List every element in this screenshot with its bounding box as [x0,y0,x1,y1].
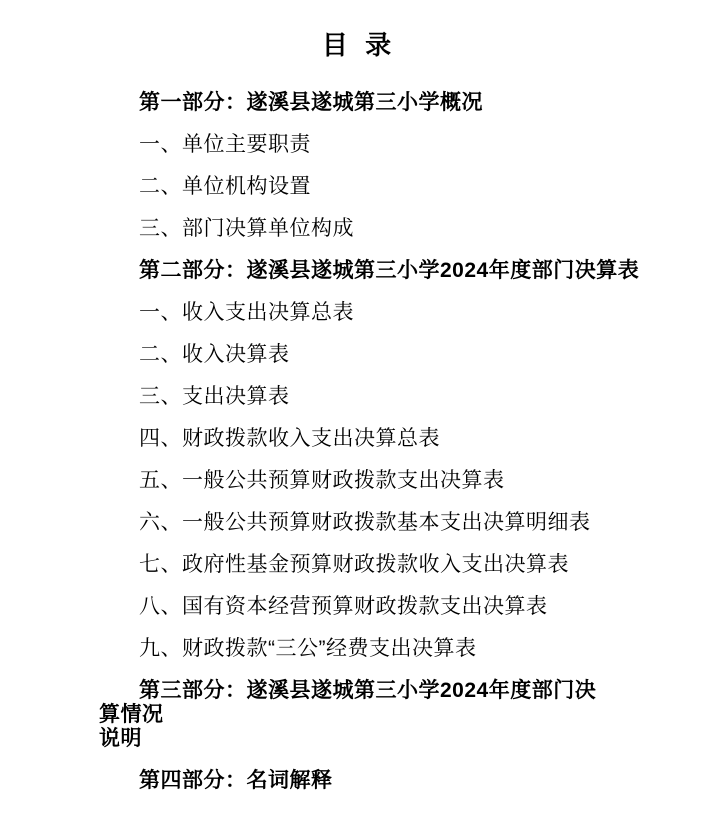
toc-part4-heading: 第四部分：名词解释 [139,769,333,792]
toc-part2-item-6: 六、一般公共预算财政拨款基本支出决算明细表 [139,511,591,534]
toc-part1-item-1: 一、单位主要职责 [139,133,311,156]
toc-part2-item-5: 五、一般公共预算财政拨款支出决算表 [139,469,505,492]
toc-part2-heading: 第二部分：遂溪县遂城第三小学2024年度部门决算表 [139,259,640,282]
document-title: 目 录 [321,30,393,60]
toc-part2-item-9: 九、财政拨款“三公”经费支出决算表 [139,637,477,660]
toc-part3-heading [99,679,615,751]
toc-part2-item-1: 一、收入支出决算总表 [139,301,354,324]
toc-part2-item-3: 三、支出决算表 [139,385,290,408]
toc-part1-item-3: 三、部门决算单位构成 [139,217,354,240]
toc-part1-heading: 第一部分：遂溪县遂城第三小学概况 [139,91,483,114]
toc-part2-item-8: 八、国有资本经营预算财政拨款支出决算表 [139,595,548,618]
toc-part2-item-2: 二、收入决算表 [139,343,290,366]
toc-part2-item-7: 七、政府性基金预算财政拨款收入支出决算表 [139,553,569,576]
toc-part3-heading-line1: 第三部分：遂溪县遂城第三小学2024年度部门决算情况 [99,679,597,726]
toc-part3-heading-line2: 说明 [99,727,142,750]
toc-part1-item-2: 二、单位机构设置 [139,175,311,198]
toc-part2-item-4: 四、财政拨款收入支出决算总表 [139,427,440,450]
